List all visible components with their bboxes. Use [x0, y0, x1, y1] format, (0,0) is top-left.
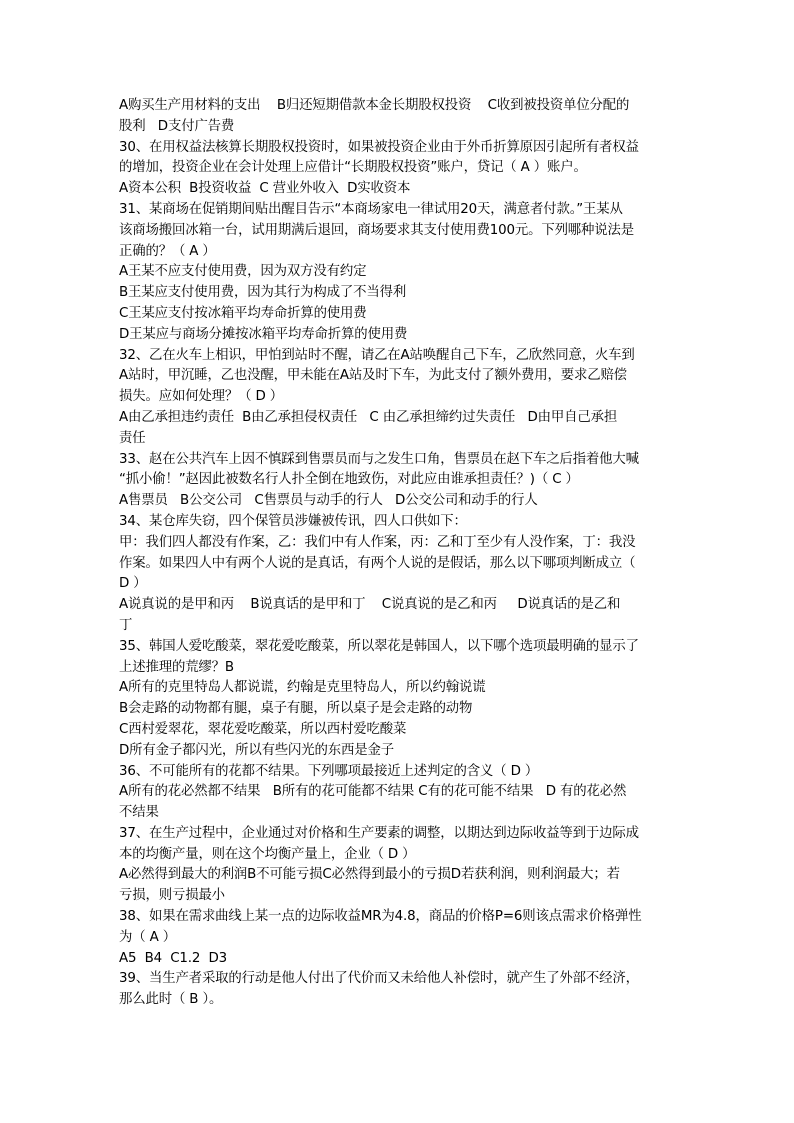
question-stem: 甲：我们四人都没有作案，乙：我们中有人作案，丙：乙和丁至少有人没作案，丁：我没: [119, 534, 636, 550]
question-37: [119, 824, 679, 907]
answer-options: A说真说的是甲和丙 B说真话的是甲和丁 C说真说的是乙和丙 D说真话的是乙和: [119, 597, 621, 613]
question-stem: 35、韩国人爱吃酸菜，翠花爱吃酸菜，所以翠花是韩国人，以下哪个选项最明确的显示了: [119, 638, 639, 654]
answer-options: A由乙承担违约责任 B由乙承担侵权责任 C 由乙承担缔约过失责任 D由甲自己承担: [119, 409, 618, 425]
question-stem: 32、乙在火车上相识，甲怕到站时不醒，请乙在A站唤醒自己下车，乙欣然同意，火车到: [119, 347, 635, 363]
answer-option-c: C王某应支付按冰箱平均寿命折算的使用费: [119, 305, 367, 321]
text-line: 股利 D支付广告费: [119, 118, 235, 134]
answer-options: A售票员 B公交公司 C售票员与动手的行人 D公交公司和动手的行人: [119, 493, 538, 509]
answer-options: 亏损，则亏损最小: [119, 888, 225, 904]
question-stem: 该商场搬回冰箱一台，试用期满后退回，商场要求其支付使用费100元。下列哪种说法是: [119, 222, 635, 238]
question-stem: 上述推理的荒缪？B: [119, 659, 234, 675]
question-33: [119, 450, 679, 512]
question-stem: 38、如果在需求曲线上某一点的边际收益MR为4.8，商品的价格P=6则该点需求价格弹性: [119, 909, 642, 925]
answer-option-d: D王某应与商场分摊按冰箱平均寿命折算的使用费: [119, 326, 408, 342]
question-stem: 正确的？（ A ）: [119, 243, 216, 259]
text-line: A购买生产用材料的支出 B归还短期借款本金长期股权投资 C收到被投资单位分配的: [119, 98, 630, 113]
question-stem: 39、当生产者采取的行动是他人付出了代价而又未给他人补偿时，就产生了外部不经济，: [119, 971, 639, 987]
question-30: [119, 138, 679, 200]
question-stem: 为（ A ）: [119, 929, 176, 945]
answer-options: 责任: [119, 430, 146, 446]
question-stem: A站时，甲沉睡，乙也没醒，甲未能在A站及时下车，为此支付了额外费用，要求乙赔偿: [119, 368, 627, 384]
question-35: [119, 637, 679, 762]
question-stem: 的增加，投资企业在会计处理上应借计“长期股权投资”账户，贷记（ A ）账户。: [119, 160, 587, 176]
question-stem: D ）: [119, 576, 147, 592]
question-stem: 34、某仓库失窃，四个保管员涉嫌被传讯，四人口供如下：: [119, 513, 467, 529]
answer-option-c: C西村爱翠花，翠花爱吃酸菜，所以西村爱吃酸菜: [119, 721, 407, 737]
answer-options: A所有的花必然都不结果 B所有的花可能都不结果 C有的花可能不结果 D 有的花必然: [119, 784, 627, 800]
question-stem: 本的均衡产量，则在这个均衡产量上，企业（ D ）: [119, 846, 416, 862]
answer-options: A必然得到最大的利润B不可能亏损C必然得到最小的亏损D若获利润，则利润最大；若: [119, 867, 620, 883]
question-34: [119, 512, 679, 637]
document-page: [119, 96, 679, 1011]
question-stem: 损失。应如何处理？（ D ）: [119, 389, 284, 405]
answer-options: A5 B4 C1.2 D3: [119, 950, 228, 966]
question-stem: 31、某商场在促销期间贴出醒目告示“本商场家电一律试用20天，满意者付款。”王某从: [119, 201, 623, 217]
question-stem: 37、在生产过程中，企业通过对价格和生产要素的调整，以期达到边际收益等到于边际成: [119, 825, 639, 841]
answer-option-a: A王某不应支付使用费，因为双方没有约定: [119, 264, 367, 280]
answer-option-b: B会走路的动物都有腿，桌子有腿，所以桌子是会走路的动物: [119, 701, 473, 717]
question-31: [119, 200, 679, 346]
question-36: [119, 762, 679, 824]
question-stem: 作案。如果四人中有两个人说的是真话，有两个人说的是假话，那么以下哪项判断成立（: [119, 555, 636, 571]
answer-options: A资本公积 B投资收益 C 营业外收入 D实收资本: [119, 181, 411, 197]
answer-options: 丁: [119, 617, 133, 633]
answer-option-a: A所有的克里特岛人都说谎，约翰是克里特岛人，所以约翰说谎: [119, 680, 486, 696]
question-38: [119, 907, 679, 969]
answer-option-d: D所有金子都闪光，所以有些闪光的东西是金子: [119, 742, 394, 758]
question-29-options: [119, 96, 679, 138]
question-stem: “抓小偷！”赵因此被数名行人扑全倒在地致伤，对此应由谁承担责任？)（ C ）: [119, 472, 579, 488]
question-32: [119, 346, 679, 450]
answer-options: 不结果: [119, 805, 159, 821]
question-stem: 30、在用权益法核算长期股权投资时，如果被投资企业由于外币折算原因引起所有者权益: [119, 139, 639, 155]
question-39: [119, 969, 679, 1011]
answer-option-b: B王某应支付使用费，因为其行为构成了不当得利: [119, 285, 407, 301]
question-stem: 那么此时（ B ）。: [119, 992, 223, 1008]
question-stem: 36、不可能所有的花都不结果。下列哪项最接近上述判定的含义（ D ）: [119, 763, 539, 779]
question-stem: 33、赵在公共汽车上因不慎踩到售票员而与之发生口角，售票员在赵下车之后指着他大喊: [119, 451, 639, 467]
